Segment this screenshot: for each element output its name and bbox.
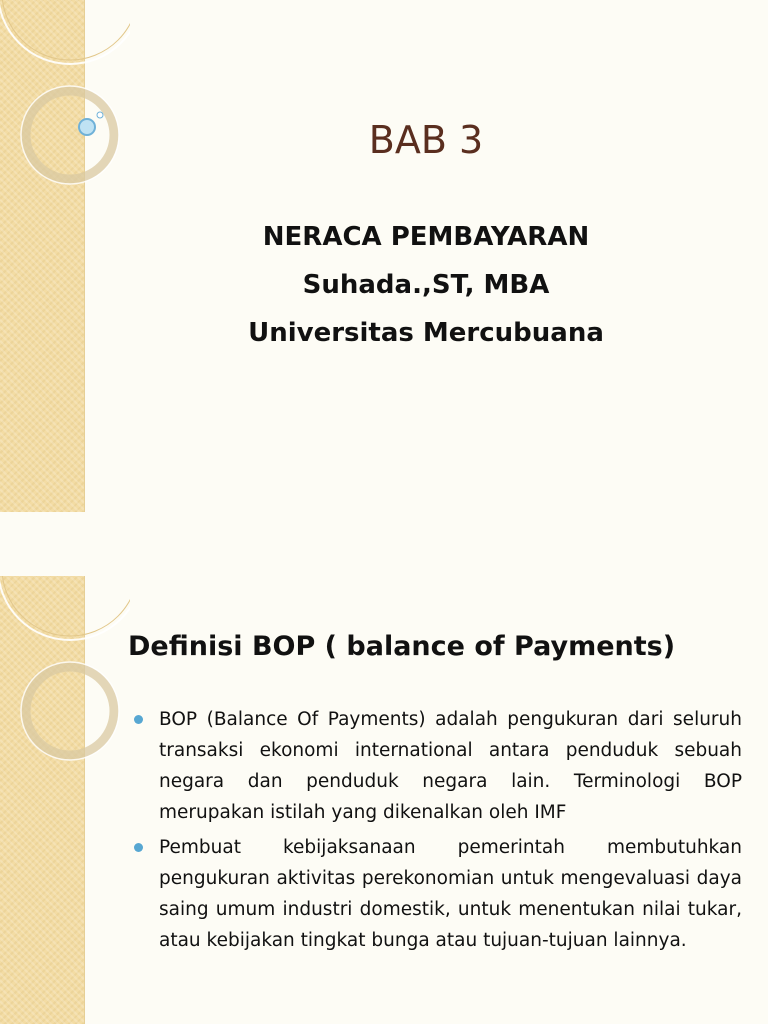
bullet-item xyxy=(132,832,742,956)
bullet-text: Pembuat kebijaksanaan pemerintah membutuhkan pengukuran aktivitas perekonomian untuk mengevaluasi daya saing umum industri domestik, untuk menentukan nilai tukar, atau kebijakan tingkat bunga atau tujuan-tujuan lainnya. xyxy=(159,837,742,951)
bullet-text: BOP (Balance Of Payments) adalah pengukuran dari seluruh transaksi ekonomi international antara penduduk sebuah negara dan penduduk negara lain. Terminologi BOP merupakan istilah yang dikenalkan oleh IMF xyxy=(159,709,742,823)
bullet-list xyxy=(132,704,742,960)
decorative-circles xyxy=(0,0,130,200)
bullet-item xyxy=(132,704,742,828)
decorative-circles xyxy=(0,576,130,776)
bullet-dot-icon xyxy=(134,715,143,724)
slide-heading: Definisi BOP ( balance of Payments) xyxy=(128,631,676,662)
subtitle-topic: NERACA PEMBAYARAN xyxy=(262,222,590,252)
slide-definition xyxy=(0,576,768,1024)
slide-separator xyxy=(0,512,768,576)
bullet-dot-icon xyxy=(134,843,143,852)
subtitle-university: Universitas Mercubuana xyxy=(248,318,604,348)
slide-title-text: BAB 3 xyxy=(368,118,484,162)
subtitle-author: Suhada.,ST, MBA xyxy=(302,270,550,300)
